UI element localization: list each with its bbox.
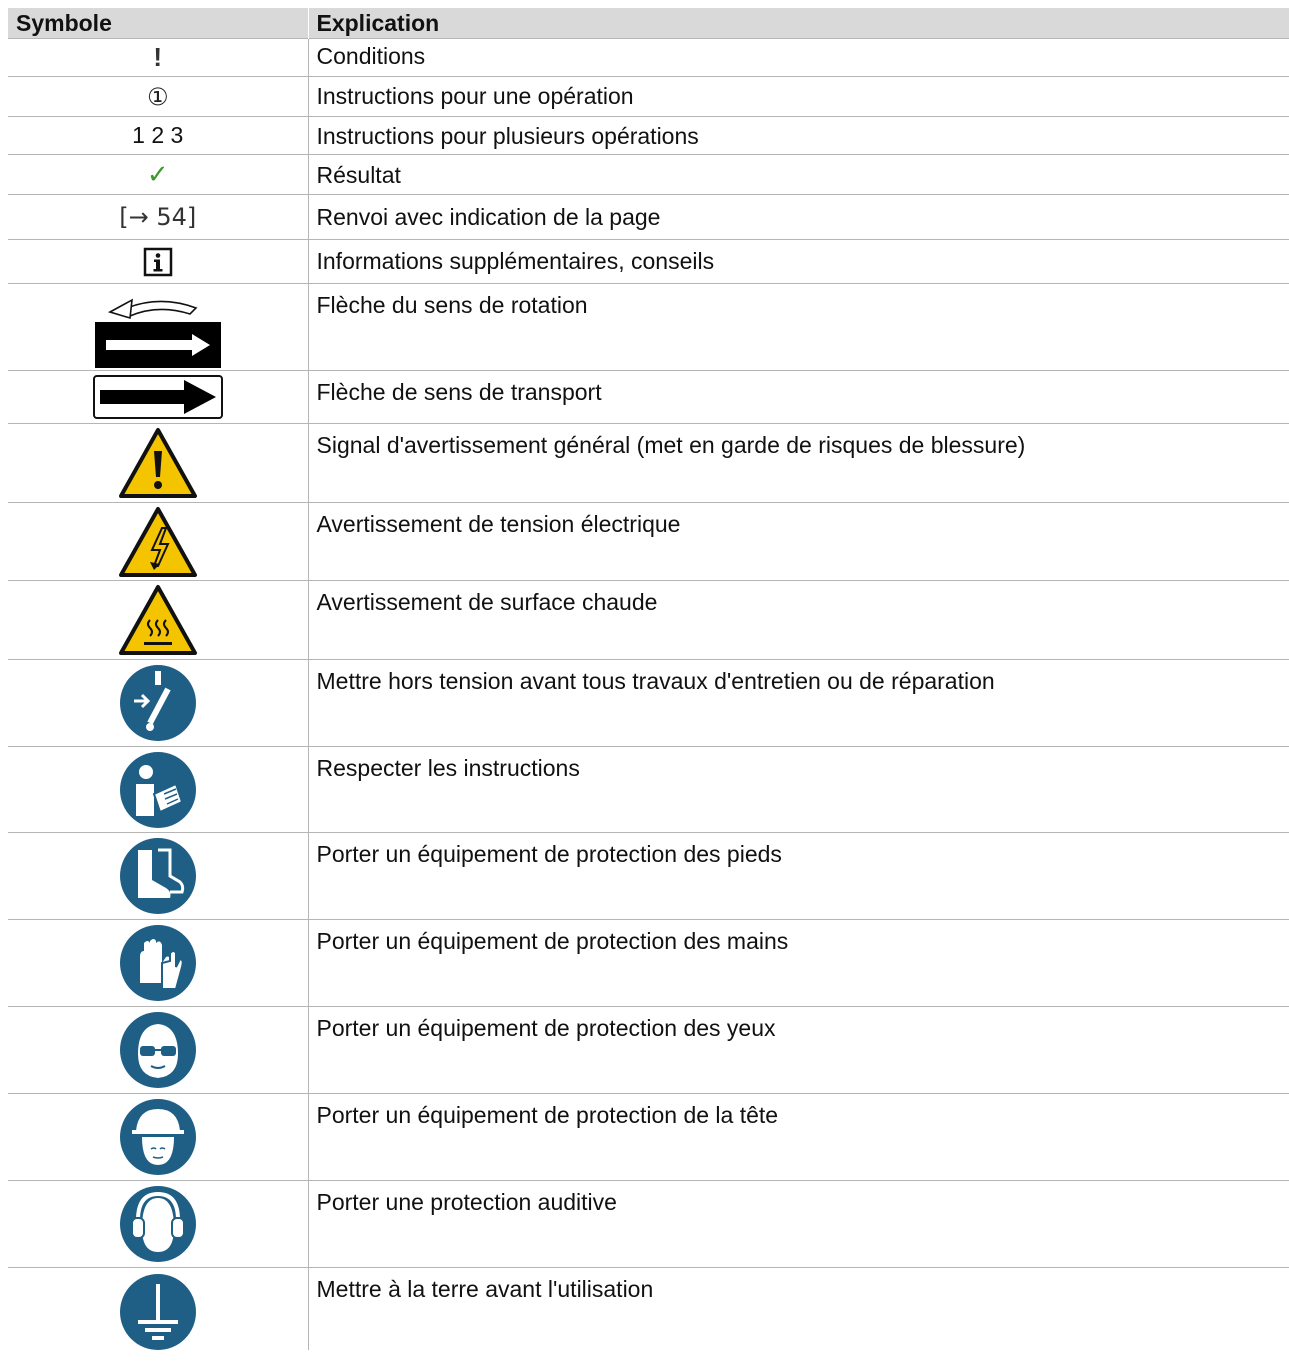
- symbol-cell: [8, 371, 308, 424]
- header-symbol: Symbole: [8, 8, 308, 39]
- symbol-cell: [8, 155, 308, 195]
- table-row: [8, 747, 1289, 833]
- info-box-icon: [143, 247, 173, 277]
- table-row: [8, 1007, 1289, 1094]
- explanation-cell: Mettre à la terre avant l'utilisation: [308, 1268, 1289, 1351]
- transport-direction-arrow-icon: [92, 374, 224, 420]
- symbol-cell: [8, 117, 308, 155]
- explanation-cell: Informations supplémentaires, conseils: [308, 240, 1289, 284]
- disconnect-power-icon: [118, 663, 198, 743]
- symbol-table: [8, 8, 1289, 1350]
- explanation-cell: Conditions: [308, 39, 1289, 77]
- table-row: [8, 155, 1289, 195]
- table-row: [8, 77, 1289, 117]
- table-row: [8, 920, 1289, 1007]
- explanation-cell: Signal d'avertissement général (met en garde de risques de blessure): [308, 424, 1289, 503]
- explanation-cell: Porter un équipement de protection des pieds: [308, 833, 1289, 920]
- table-row: [8, 833, 1289, 920]
- explanation-cell: Porter un équipement de protection des yeux: [308, 1007, 1289, 1094]
- explanation-cell: Avertissement de tension électrique: [308, 503, 1289, 581]
- symbol-cell: [8, 747, 308, 833]
- hand-protection-icon: [118, 923, 198, 1003]
- symbol-cell: [8, 1094, 308, 1181]
- table-row: [8, 424, 1289, 503]
- explanation-cell: Flèche du sens de rotation: [308, 284, 1289, 371]
- table-row: [8, 240, 1289, 284]
- general-warning-icon: [118, 427, 198, 499]
- explanation-cell: Porter une protection auditive: [308, 1181, 1289, 1268]
- rotation-direction-arrow-icon: [92, 286, 224, 368]
- table-row: [8, 284, 1289, 371]
- header-explanation: Explication: [308, 8, 1289, 39]
- explanation-cell: Porter un équipement de protection de la tête: [308, 1094, 1289, 1181]
- table-header-row: [8, 8, 1289, 39]
- table-row: [8, 660, 1289, 747]
- symbol-cell: [8, 77, 308, 117]
- head-protection-icon: [118, 1097, 198, 1177]
- table-row: [8, 117, 1289, 155]
- explanation-cell: Flèche de sens de transport: [308, 371, 1289, 424]
- explanation-cell: Respecter les instructions: [308, 747, 1289, 833]
- exclamation-icon: !: [153, 42, 163, 72]
- symbol-cell: [8, 1268, 308, 1351]
- explanation-cell: Instructions pour plusieurs opérations: [308, 117, 1289, 155]
- read-instructions-icon: [118, 750, 198, 830]
- explanation-cell: Résultat: [308, 155, 1289, 195]
- explanation-cell: Renvoi avec indication de la page: [308, 195, 1289, 240]
- table-row: [8, 581, 1289, 660]
- electric-voltage-warning-icon: [118, 506, 198, 578]
- symbol-cell: [8, 39, 308, 77]
- explanation-cell: Instructions pour une opération: [308, 77, 1289, 117]
- symbol-cell: [8, 920, 308, 1007]
- foot-protection-icon: [118, 836, 198, 916]
- check-icon: ✓: [146, 159, 169, 190]
- hot-surface-warning-icon: [118, 584, 198, 656]
- symbol-cell: [8, 195, 308, 240]
- numbered-steps-icon: 1 2 3: [132, 122, 184, 148]
- symbol-cell: [8, 581, 308, 660]
- eye-protection-icon: [118, 1010, 198, 1090]
- table-row: [8, 1268, 1289, 1351]
- explanation-cell: Mettre hors tension avant tous travaux d'entretien ou de réparation: [308, 660, 1289, 747]
- symbol-cell: [8, 660, 308, 747]
- table-row: [8, 503, 1289, 581]
- symbol-cell: [8, 1181, 308, 1268]
- table-row: [8, 39, 1289, 77]
- circled-one-icon: ①: [146, 82, 169, 111]
- table-row: [8, 1094, 1289, 1181]
- symbol-cell: [8, 1007, 308, 1094]
- page-reference-icon: [→ 54]: [119, 203, 197, 231]
- earth-ground-icon: [118, 1272, 198, 1350]
- explanation-cell: Avertissement de surface chaude: [308, 581, 1289, 660]
- hearing-protection-icon: [118, 1184, 198, 1264]
- table-row: [8, 195, 1289, 240]
- symbol-cell: [8, 240, 308, 284]
- symbol-cell: [8, 424, 308, 503]
- symbol-cell: [8, 284, 308, 371]
- table-row: [8, 1181, 1289, 1268]
- symbol-cell: [8, 833, 308, 920]
- table-row: [8, 371, 1289, 424]
- explanation-cell: Porter un équipement de protection des mains: [308, 920, 1289, 1007]
- symbol-cell: [8, 503, 308, 581]
